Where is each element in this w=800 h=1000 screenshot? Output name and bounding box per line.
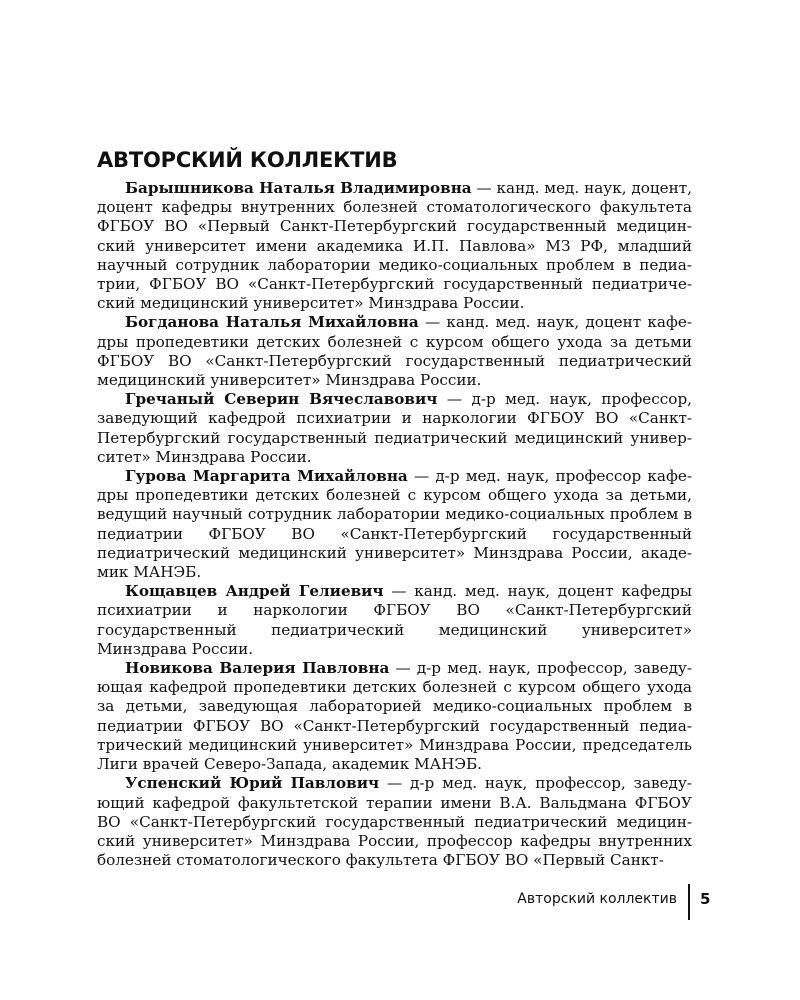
author-entry — [97, 467, 692, 582]
author-name: Успенский Юрий Павлович — [125, 774, 380, 793]
author-entry — [97, 313, 692, 390]
author-name: Кощавцев Андрей Гелиевич — [125, 582, 384, 601]
running-head: Авторский коллектив — [517, 891, 677, 907]
author-description: — д-р мед. наук, профессор, заведующая кафедрой пропедевтики детских болезней с курсом общего ухода за детьми, заведующая лабораторией медико-социальных проблем в педиатрии ФГБОУ ВО «Санкт-Петербургский государственный педиатрический медицинский университет» Минздрава России, председатель Лиги врачей Северо-Запада, академик МАНЭБ. — [97, 659, 692, 774]
author-name: Гречаный Северин Вячеславович — [125, 390, 438, 409]
footer-divider — [688, 884, 690, 920]
author-list — [97, 179, 692, 870]
author-description: — д-р мед. наук, профессор, заведующий кафедрой факультетской терапии имени В.А. Вальдмана ФГБОУ ВО «Санкт-Петербургский государственный педиатрический медицинский университет» Минздрава России, профессор кафедры внутренних болезней стоматологического факультета ФГБОУ ВО «Первый Санкт- — [97, 774, 692, 870]
author-description: — д-р мед. наук, профессор, заведующий кафедрой психиатрии и наркологии ФГБОУ ВО «Санкт-Петербургский государственный педиатрический медицинский университет» Минздрава России. — [97, 390, 693, 466]
author-name: Гурова Маргарита Михайловна — [125, 467, 408, 486]
page-number: 5 — [700, 890, 711, 908]
author-description: — д-р мед. наук, профессор кафедры пропедевтики детских болезней с курсом общего ухода за детьми, ведущий научный сотрудник лаборатории медико-социальных проблем в педиатрии ФГБОУ ВО «Санкт-Петербургский государственный педиатрический медицинский университет» Минздрава России, академик МАНЭБ. — [97, 467, 692, 582]
author-name: Новикова Валерия Павловна — [125, 659, 390, 678]
page-footer — [0, 884, 800, 920]
author-name: Барышникова Наталья Владимировна — [125, 179, 472, 197]
author-description: — канд. мед. наук, доцент, доцент кафедры внутренних болезней стоматологического факультета ФГБОУ ВО «Первый Санкт-Петербургский государственный медицинский университет имени академика И.П. Павлова» МЗ РФ, младший научный сотрудник лаборатории медико-социальных проблем в педиатрии, ФГБОУ ВО «Санкт-Петербургский государственный педиатрический медицинский университет» Минздрава России. — [97, 179, 692, 313]
author-description: — канд. мед. наук, доцент кафедры психиатрии и наркологии ФГБОУ ВО «Санкт-Петербургский государственный педиатрический медицинский университет» Минздрава России. — [97, 582, 692, 658]
author-entry — [97, 179, 692, 313]
author-entry — [97, 582, 692, 659]
author-name: Богданова Наталья Михайловна — [125, 313, 419, 332]
author-entry — [97, 390, 692, 467]
author-description: — канд. мед. наук, доцент кафедры пропедевтики детских болезней с курсом общего ухода за детьми ФГБОУ ВО «Санкт-Петербургский государственный педиатрический медицинский университет» Минздрава России. — [97, 313, 692, 390]
author-entry — [97, 774, 692, 870]
page-title: АВТОРСКИЙ КОЛЛЕКТИВ — [97, 148, 398, 172]
author-entry — [97, 659, 692, 774]
